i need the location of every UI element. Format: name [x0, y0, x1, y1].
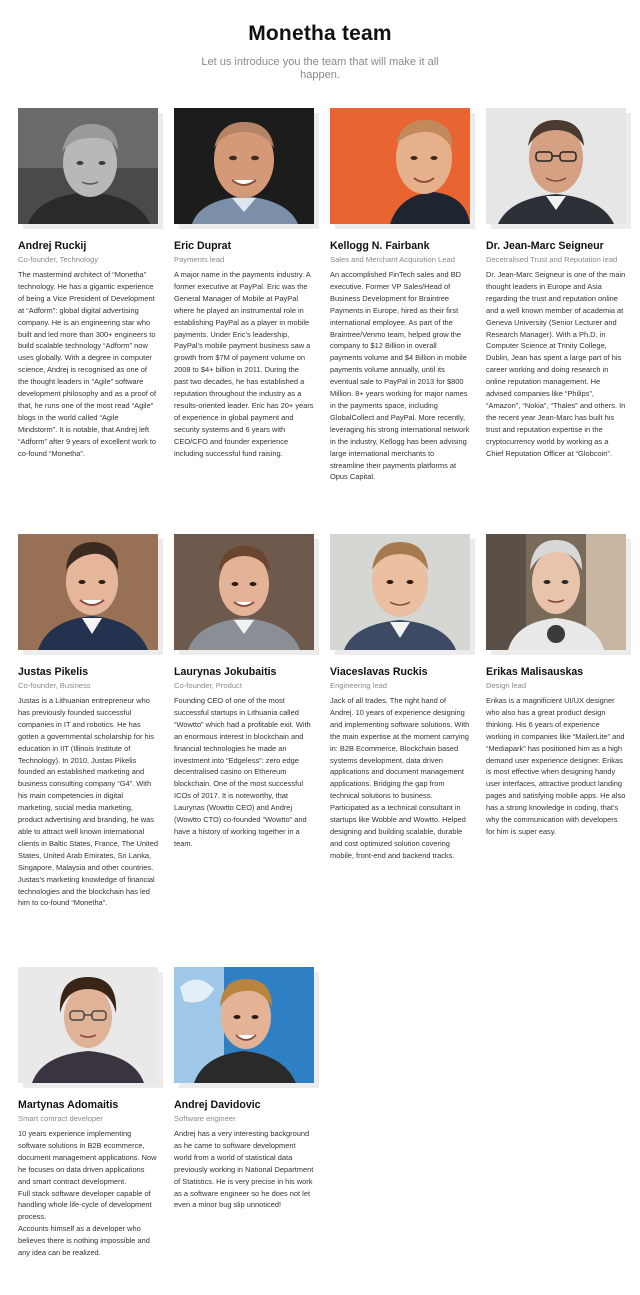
member-role: Smart contract developer [18, 1114, 103, 1123]
member-photo-frame [174, 534, 314, 650]
team-member-card [18, 967, 158, 1259]
team-member-card [486, 108, 626, 460]
member-name: Viaceslavas Ruckis [330, 666, 428, 678]
member-name: Laurynas Jokubaitis [174, 666, 277, 678]
team-member-card [486, 534, 626, 838]
member-photo-frame [18, 967, 158, 1083]
portrait-jean-marc-seigneur-icon [486, 108, 626, 224]
portrait-eric-duprat-icon [174, 108, 314, 224]
member-bio: 10 years experience implementing software solutions in B2B ecommerce, document management applications. Now he focuses on data driven applications and smart contract development. Full stack software developer capable of handling whole life-cycle of development process. Accounts himself as a developer who believes there is nothing impossible and any idea can be realized. [18, 1129, 157, 1258]
member-photo [174, 108, 314, 224]
portrait-andrej-ruckij-icon [18, 108, 158, 224]
member-role: Software engineer [174, 1114, 236, 1123]
member-photo-frame [330, 534, 470, 650]
member-role: Co-founder, Product [174, 681, 242, 690]
member-photo-frame [330, 108, 470, 224]
member-photo [174, 967, 314, 1083]
member-role: Payments lead [174, 255, 225, 264]
portrait-kellogg-fairbank-icon [330, 108, 470, 224]
member-photo-frame [174, 967, 314, 1083]
member-name: Martynas Adomaitis [18, 1099, 119, 1111]
member-photo-frame [174, 108, 314, 224]
member-role: Sales and Merchant Acquisition Lead [330, 255, 455, 264]
portrait-andrej-davidovic-icon [174, 967, 314, 1083]
member-photo [18, 967, 158, 1083]
portrait-viaceslavas-ruckis-icon [330, 534, 470, 650]
portrait-laurynas-jokubaitis-icon [174, 534, 314, 650]
page-subtitle: Let us introduce you the team that will make it all happen. [201, 56, 439, 81]
member-role: Engineering lead [330, 681, 387, 690]
member-photo-frame [18, 108, 158, 224]
member-photo [330, 534, 470, 650]
member-photo [18, 108, 158, 224]
member-name: Justas Pikelis [18, 666, 89, 678]
team-member-card [174, 534, 314, 850]
member-bio: The mastermind architect of “Monetha” technology. He has a gigantic experience of being a Vice President of Development at “Adform”: global digital advertising company. He is an engineering star who built and led more than 300+ engineers to build scalable technology “Adform” now uses globally. With a degree in computer science, Andrej is recognised as one of the thought leaders in “Agile” software development philosophy and as a proof of that, he runs one of the most read “Agile” blogs in the world called “Agile Mindstorm”. It is notable, that Andrej left “Adform” after 9 years of excellent work to co-found “Monetha”. [18, 270, 157, 458]
team-member-card [330, 108, 470, 483]
member-name: Erikas Malisauskas [486, 666, 584, 678]
member-photo-frame [18, 534, 158, 650]
member-name: Dr. Jean-Marc Seigneur [486, 240, 604, 252]
member-photo [486, 108, 626, 224]
member-bio: A major name in the payments industry. A former executive at PayPal. Eric was the General Manager of Mobile at PayPal where he played an instrumental role in establishing PayPal as a player in mobile payments. Under Eric’s leadership, PayPal’s mobile payment business saw a growth from $7M of payment volume on 2008 to $4+ billion in 2011. During the past two decades, he has established a reputation throughout the industry as a results-oriented leader. Eric has 20+ years of experience in global payment and security systems and 6 years with CEO/CFO and founder experience including successful fund raising. [174, 270, 314, 458]
portrait-erikas-malisauskas-icon [486, 534, 626, 650]
page-title: Monetha team [248, 22, 392, 45]
member-name: Eric Duprat [174, 240, 232, 252]
member-name: Andrej Ruckij [18, 240, 87, 252]
portrait-martynas-adomaitis-icon [18, 967, 158, 1083]
member-bio: Justas is a Lithuanian entrepreneur who has previously founded successful companies in IT and robotics. He has gotten a governmental scholarship for his education in IIT (Illinois Institute of Technology). In 2010, Justas Pikelis founded an established marketing and business consulting company “G4”. With his main competencies in digital marketing, social media marketing, product advertising and branding, he was able to attract well known international clients in Baltic States, France, The United States, United Arab Emirates, Sri Lanka, Singapore, Malaysia and other countries. Justas’s marketing knowledge of financial technologies and the blockchain has led him to co-found “Monetha”. [18, 696, 159, 908]
team-member-card [18, 108, 158, 460]
member-bio: Dr. Jean-Marc Seigneur is one of the main thought leaders in Europe and Asia regarding the trust and reputation online and a well known member of academia at Geneva University (Senior Lecturer and Research Manager). With a Ph.D. in Computer Science at Trinity College, Dublin, Jean has spent a large part of his career working and doing research in online reputation management. He advised companies like “Philips”, “Amazon”, “Nokia”, “Thales” and others. In the recent year Jean-Marc has built his trust and reputation expertise in the cryptocurrency world by working as a Chief Reputation Officer at “Globcoin”. [486, 270, 626, 458]
member-name: Kellogg N. Fairbank [330, 240, 430, 252]
member-bio: Andrej has a very interesting background as he came to software development world from a world of statistical data previously working in National Department of Statistics. He is very precise in his work as a software engineer so he does not let even a minor bug slip unnoticed! [174, 1129, 314, 1210]
member-photo [174, 534, 314, 650]
member-bio: Jack of all trades. The right hand of Andrej. 10 years of experience designing and implementing software solutions. With the main expertise at the moment carrying in: B2B Ecommerce, Blockchain based systems development, data driven applications and document management applications. Bridging the gap from technical solutions to business. Participated as a technical consultant in startups like Wobble and Wowtto. Helped designing and building scalable, durable and cost optimized solution covering mobile, front-end and backend tracks. [330, 696, 470, 860]
member-name: Andrej Davidovic [174, 1099, 261, 1111]
member-role: Co-founder, Technology [18, 255, 99, 264]
member-photo-frame [486, 534, 626, 650]
team-member-card [174, 108, 314, 460]
page-header [0, 0, 640, 85]
team-member-card [174, 967, 314, 1211]
team-member-card [18, 534, 158, 909]
member-bio: Erikas is a magnificient UI/UX designer who also has a great product design thinking. His 6 years of experience working in companies like “MailerLite” and “Mediapark” has positioned him as a high demand user experience designer. Erikas is most effective when designing handy user interfaces, attractive product landing pages and satisfying mobile apps. He also has a strong knowledge in coding, that’s why the communication with developers for him is super easy. [486, 696, 626, 836]
portrait-justas-pikelis-icon [18, 534, 158, 650]
member-role: Design lead [486, 681, 527, 690]
team-member-card [330, 534, 470, 862]
member-role: Co-founder, Business [18, 681, 91, 690]
member-bio: Founding CEO of one of the most successful startups in Lithuania called “Wowtto” which had a profitable exit. With an enormous interest in blockchain and financial technologies he made an investment into “Edgeless”: zero edge decentralised casino on Ethereum blockchain. One of the most successful ICOs of 2017. It is noteworthy, that Laurynas (Wowtto CEO) and Andrej (Wowtto CTO) co-founded “Wowtto” and have a history of working together in a team. [174, 696, 311, 848]
member-role: Decetralised Trust and Reputation lead [486, 255, 618, 264]
member-photo [486, 534, 626, 650]
member-bio: An accomplished FinTech sales and BD executive. Former VP Sales/Head of Business Development for Braintree Payments in Europe, hired as their first international employee. As part of the Braintree/Venmo team, helped grow the company to $12 Billion in overall payments volume and $4 Billion in mobile payments volume annually, until its eventual sale to PayPal in 2013 for $800 Million. 8+ years working for major names in the payments space, including GlobalCollect and PayPal. More recently, leveraging his strong international network in the industry, Kellogg has been advising large international merchants to streamline their payments platforms at Opus Capital. [330, 270, 470, 482]
member-photo [330, 108, 470, 224]
member-photo-frame [486, 108, 626, 224]
member-photo [18, 534, 158, 650]
